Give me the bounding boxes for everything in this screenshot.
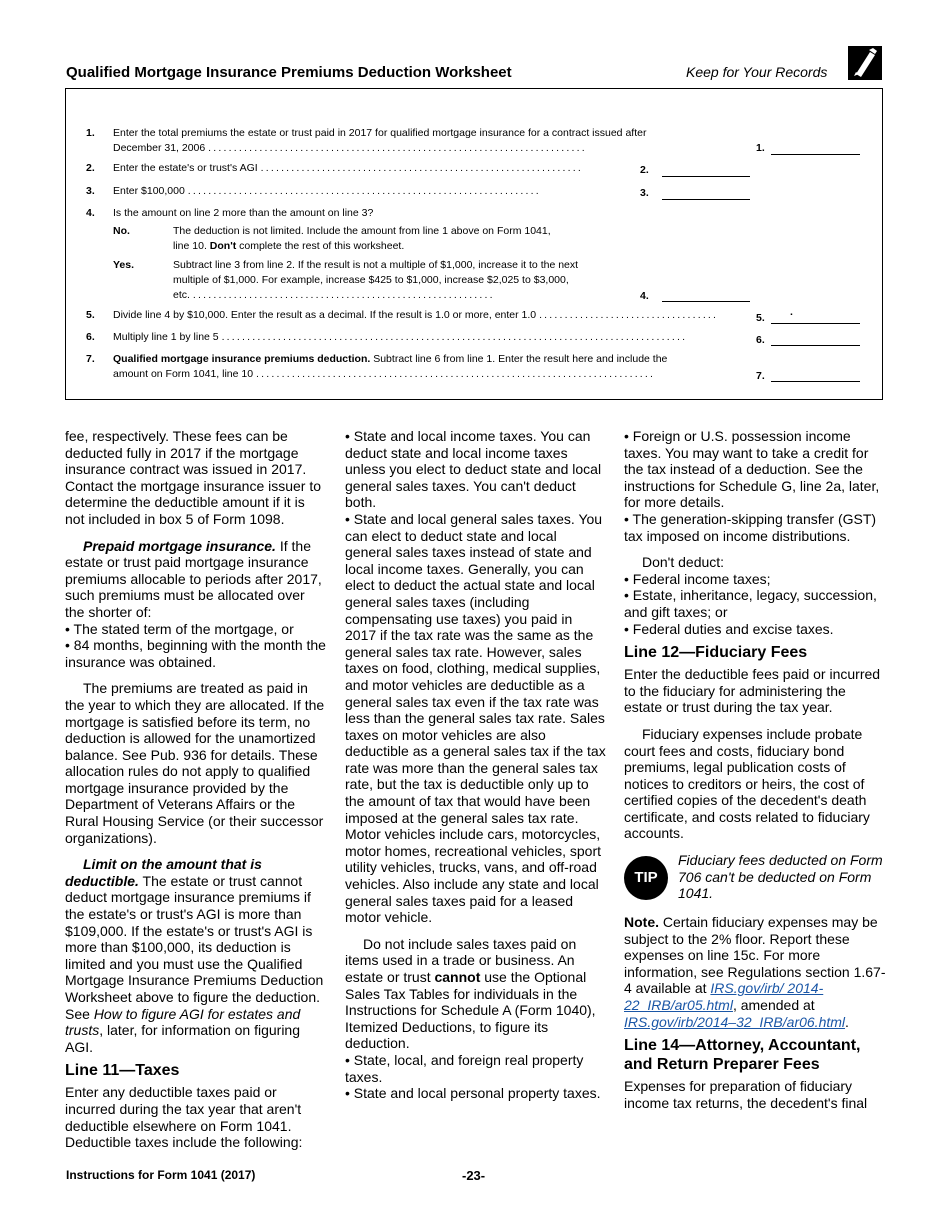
line-1-text-b: December 31, 2006 ..........................................................................	[113, 142, 587, 154]
line-5-answer[interactable]	[771, 309, 860, 324]
bullet-item: • The generation-skipping transfer (GST) tax imposed on income distributions.	[624, 510, 877, 544]
records-pen-icon	[848, 46, 882, 80]
regulations-link-1[interactable]: IRS.gov/irb/ 2014-22_IRB/ar05.html	[624, 980, 824, 1014]
line-7-number: 7.	[86, 353, 95, 365]
section-heading: Line 11—Taxes	[65, 1062, 180, 1080]
bullet-item: • State and local personal property taxes.	[345, 1085, 601, 1102]
line-4-number: 4.	[86, 207, 95, 219]
column-2	[345, 428, 607, 1102]
line-4-no-label: No.	[113, 225, 130, 237]
paragraph: Fiduciary expenses include probate court fees and costs, fiduciary bond premiums, legal publication costs of notices to creditors or heirs, the cost of certified copies of the decedent's death certificate, and costs related to fiduciary accounts.	[624, 725, 870, 842]
paragraph: Don't deduct:	[642, 554, 725, 571]
line-4-no-text-b: line 10. Don't complete the rest of this worksheet.	[173, 240, 405, 252]
page-number: -23-	[462, 1168, 486, 1183]
paragraph: Expenses for preparation of fiduciary income tax returns, the decedent's final	[624, 1078, 868, 1111]
line-4-text: Is the amount on line 2 more than the amount on line 3?	[113, 207, 374, 219]
line-4-yes-text-b: multiple of $1,000. For example, increase $425 to $1,000, increase $2,025 to $3,000,	[173, 274, 569, 286]
bullet-item: • Foreign or U.S. possession income taxes. You may want to take a credit for the tax instead of a deduction. See the instructions for Schedule G, line 2a, later, for more details.	[624, 428, 880, 511]
line-2-answer[interactable]	[662, 162, 750, 177]
line-3-text: Enter $100,000 .....................................................................	[113, 185, 541, 197]
line-5-decimal-point: .	[790, 306, 793, 318]
line-4-answer[interactable]	[662, 287, 750, 302]
paragraph: fee, respectively. These fees can be deducted fully in 2017 if the mortgage insurance contract was issued in 2017. Contact the mortgage insurance issuer to determine the deductible amount if it is not included in box 5 of Form 1098.	[65, 428, 322, 527]
section-heading: Line 12—Fiduciary Fees	[624, 644, 808, 662]
paragraph: Prepaid mortgage insurance. If the estate or trust paid mortgage insurance premiums allocable to periods after 2017, such premiums must be allocated over the shorter of:	[65, 537, 322, 620]
line-3-number: 3.	[86, 185, 95, 197]
bullet-item: • Federal income taxes;	[624, 570, 771, 587]
keep-records-note: Keep for Your Records	[686, 64, 828, 80]
line-4-no-text-a: The deduction is not limited. Include the amount from line 1 above on Form 1041,	[173, 225, 551, 237]
section-heading: Line 14—Attorney, Accountant, and Return Preparer Fees	[624, 1037, 861, 1074]
line-4-yes-text-a: Subtract line 3 from line 2. If the result is not a multiple of $1,000, increase it to the next	[173, 259, 579, 271]
line-1-answer[interactable]	[771, 140, 860, 155]
line-4-yes-text-c: etc. ...........................................................	[173, 289, 495, 301]
line-7-text-a: Qualified mortgage insurance premiums deduction. Subtract line 6 from line 1. Enter the result here and include the	[113, 353, 668, 365]
line-6-answer[interactable]	[771, 331, 860, 346]
paragraph: Enter the deductible fees paid or incurred to the fiduciary for administering the estate or trust during the tax year.	[624, 666, 881, 716]
bullet-item: • The stated term of the mortgage, or	[65, 620, 294, 637]
worksheet-title: Qualified Mortgage Insurance Premiums Deduction Worksheet	[66, 64, 512, 81]
line-2-text: Enter the estate's or trust's AGI ...............................................................	[113, 162, 583, 174]
line-4-tag: 4.	[640, 290, 649, 302]
line-3-answer[interactable]	[662, 185, 750, 200]
column-1	[65, 428, 327, 1151]
paragraph: Limit on the amount that is deductible. The estate or trust cannot deduct mortgage insurance premiums if the estate's or trust's AGI is more than $109,000. If the estate's or trust's AGI is more than $100,000, its deduction is limited and you must use the Qualified Mortgage Insurance Premiums Deduction Worksheet above to figure the deduction. See How to figure AGI for estates and trusts, later, for information on figuring AGI.	[65, 856, 324, 1055]
line-7-tag: 7.	[756, 370, 765, 382]
bullet-item: • Federal duties and excise taxes.	[624, 620, 834, 637]
paragraph: Note. Certain fiduciary expenses may be subject to the 2% floor. Report these expenses on line 15c. For more information, see Regulations section 1.67-4 available at IRS.gov/irb/ 2014-22_IRB/ar05.html, amended at IRS.gov/irb/2014–32_IRB/ar06.html.	[624, 914, 886, 1030]
tip-text: Fiduciary fees deducted on Form 706 can't be deducted on Form 1041.	[678, 852, 883, 902]
line-2-number: 2.	[86, 162, 95, 174]
line-1-number: 1.	[86, 127, 95, 139]
line-7-answer[interactable]	[771, 367, 860, 382]
column-3	[624, 428, 886, 1111]
line-1-text-a: Enter the total premiums the estate or trust paid in 2017 for qualified mortgage insurance for a contract issued after	[113, 127, 647, 139]
bullet-item: • 84 months, beginning with the month the insurance was obtained.	[65, 637, 326, 670]
line-5-text: Divide line 4 by $10,000. Enter the result as a decimal. If the result is 1.0 or more, enter 1.0 ...................................	[113, 309, 719, 321]
line-5-tag: 5.	[756, 312, 765, 324]
tip-callout	[624, 852, 886, 904]
line-5-number: 5.	[86, 309, 95, 321]
regulations-link-2[interactable]: IRS.gov/irb/2014–32_IRB/ar06.html	[624, 1013, 846, 1030]
paragraph: The premiums are treated as paid in the year to which they are allocated. If the mortgage is satisfied before its term, no deduction is allowed for the unamortized balance. See Pub. 936 for details. These allocation rules do not apply to qualified mortgage insurance provided by the Department of Veterans Affairs or the Rural Housing Service (or their successor organizations).	[65, 680, 325, 846]
bullet-item: • State and local general sales taxes. You can elect to deduct state and local general sales taxes instead of state and local income taxes. Generally, you can elect to deduct the actual state and local general sales taxes (including compensating use taxes) you paid in 2017 if the tax rate was the same as the general sales tax rate. However, sales taxes on food, clothing, medical supplies, and motor vehicles are deductible as a general sales tax even if the tax rate was less than the general sales tax rate. Sales taxes on motor vehicles are also deductible as a general sales tax if the tax rate was more than the general sales tax rate, but the tax is deductible only up to the amount of tax that would have been imposed at the general sales tax rate. Motor vehicles include cars, motorcycles, motor homes, recreational vehicles, sport utility vehicles, trucks, vans, and off-road vehicles. Also include any state and local general sales taxes paid for a leased motor vehicle.	[345, 510, 606, 926]
line-6-tag: 6.	[756, 334, 765, 346]
line-7-text-b: amount on Form 1041, line 10 ..............................................................................	[113, 368, 656, 380]
line-2-tag: 2.	[640, 164, 649, 176]
paragraph: Do not include sales taxes paid on items used in a trade or business. An estate or trust cannot use the Optional Sales Tax Tables for individuals in the Instructions for Schedule A (Form 1040), Itemized Deductions, to figure its deduction.	[345, 935, 596, 1052]
line-6-number: 6.	[86, 331, 95, 343]
line-1-tag: 1.	[756, 142, 765, 154]
bullet-item: • Estate, inheritance, legacy, succession, and gift taxes; or	[624, 587, 877, 620]
bullet-item: • State and local income taxes. You can deduct state and local income taxes unless you elect to deduct state and local general sales taxes. You can't deduct both.	[345, 428, 602, 511]
line-4-yes-label: Yes.	[113, 259, 135, 271]
footer-form-title: Instructions for Form 1041 (2017)	[66, 1168, 256, 1182]
paragraph: Enter any deductible taxes paid or incurred during the tax year that aren't deductible elsewhere on Form 1041. Deductible taxes include the following:	[65, 1084, 303, 1151]
line-6-text: Multiply line 1 by line 5 ...........................................................................................	[113, 331, 688, 343]
line-3-tag: 3.	[640, 187, 649, 199]
tip-icon: TIP	[624, 856, 668, 900]
bullet-item: • State, local, and foreign real property taxes.	[345, 1051, 584, 1085]
